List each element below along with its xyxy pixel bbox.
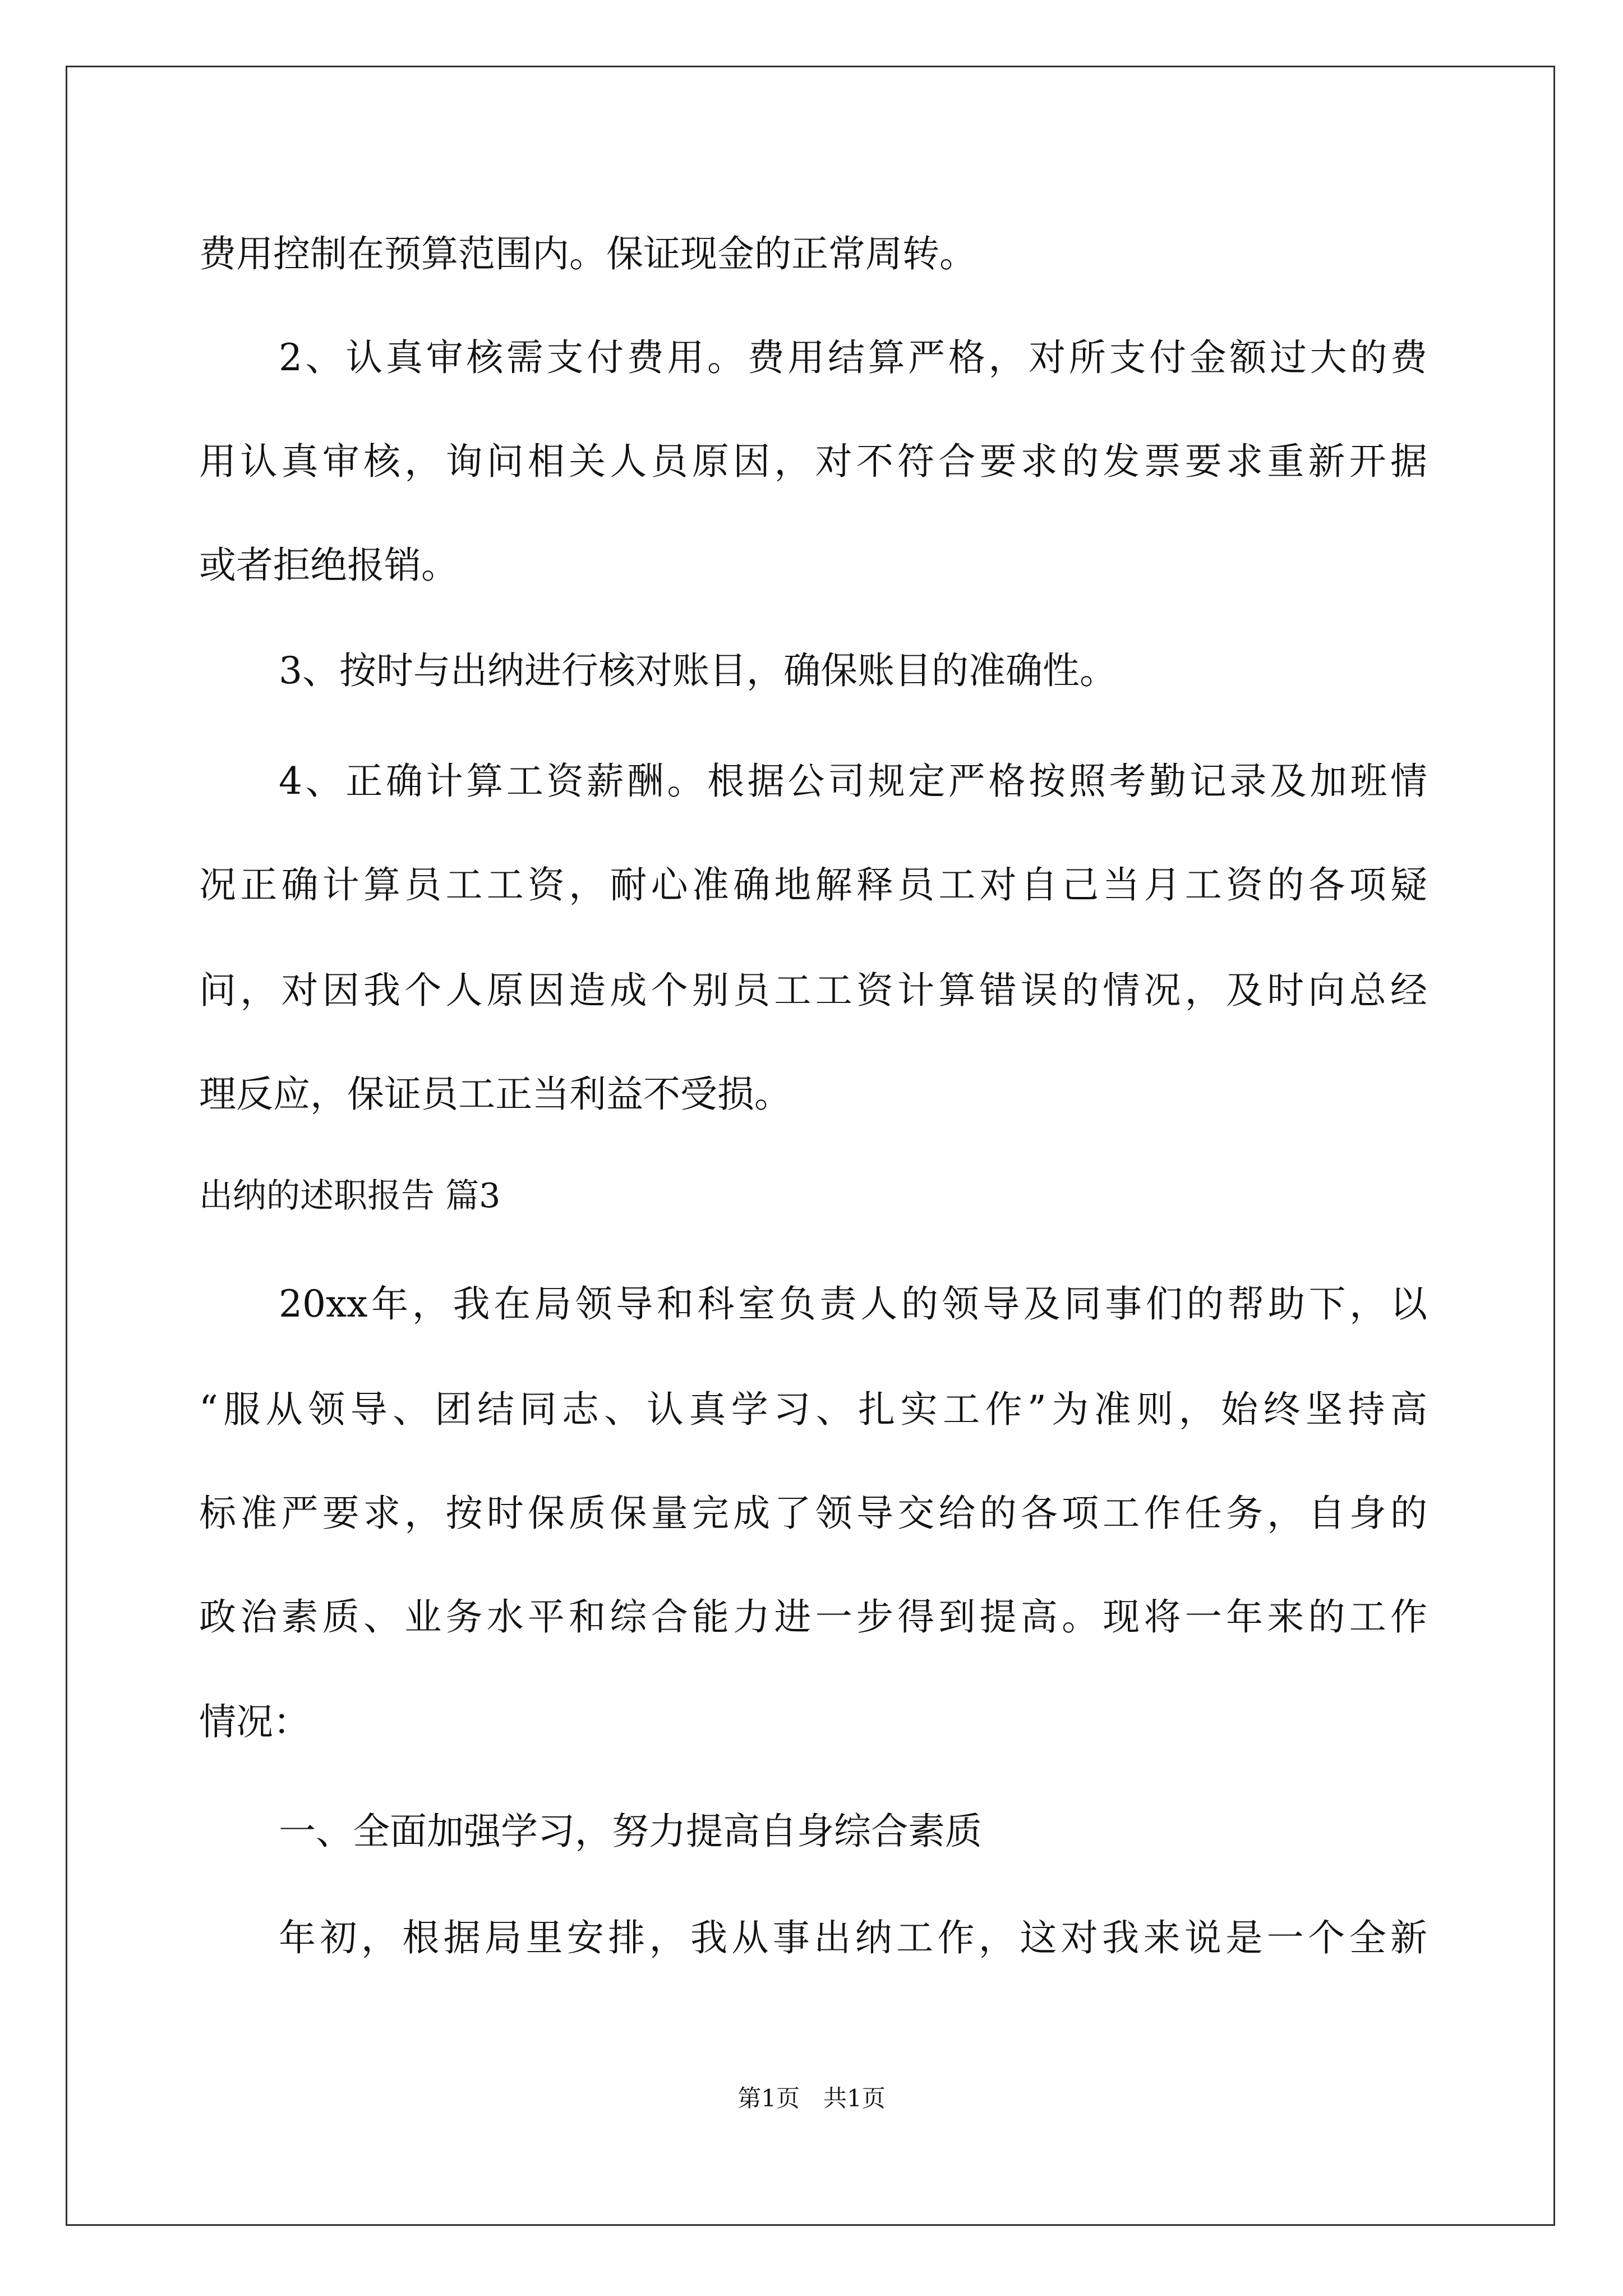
text-line: 3、按时与出纳进行核对账目，确保账目的准确性。	[279, 649, 1117, 692]
text-line: 2、认真审核需支付费用。费用结算严格，对所支付金额过大的费	[279, 336, 1427, 379]
text-line: 况正确计算员工工资，耐心准确地解释员工对自己当月工资的各项疑	[199, 863, 1427, 907]
text-line: 或者拒绝报销。	[199, 544, 458, 587]
text-line: 4、正确计算工资薪酬。根据公司规定严格按照考勤记录及加班情	[279, 760, 1427, 803]
text-line: 用认真审核，询问相关人员原因，对不符合要求的发票要求重新开据	[199, 440, 1427, 483]
text-line: “服从领导、团结同志、认真学习、扎实工作”为准则，始终坚持高	[199, 1388, 1427, 1431]
page-footer: 第1页 共1页	[737, 2085, 886, 2112]
text-line: 情况：	[199, 1700, 310, 1743]
section-heading: 出纳的述职报告 篇3	[199, 1176, 501, 1216]
text-line: 标准严要求，按时保质保量完成了领导交给的各项工作任务，自身的	[199, 1492, 1427, 1535]
text-line: 问，对因我个人原因造成个别员工工资计算错误的情况，及时向总经	[199, 969, 1427, 1012]
subsection-heading: 一、全面加强学习，努力提高自身综合素质	[279, 1810, 982, 1853]
text-line: 20xx年，我在局领导和科室负责人的领导及同事们的帮助下，以	[279, 1282, 1427, 1326]
text-line: 年初，根据局里安排，我从事出纳工作，这对我来说是一个全新	[279, 1916, 1427, 1959]
text-line: 费用控制在预算范围内。保证现金的正常周转。	[199, 232, 976, 275]
page-border	[66, 66, 1555, 2226]
text-line: 理反应，保证员工正当利益不受损。	[199, 1073, 791, 1116]
text-line: 政治素质、业务水平和综合能力进一步得到提高。现将一年来的工作	[199, 1595, 1427, 1639]
